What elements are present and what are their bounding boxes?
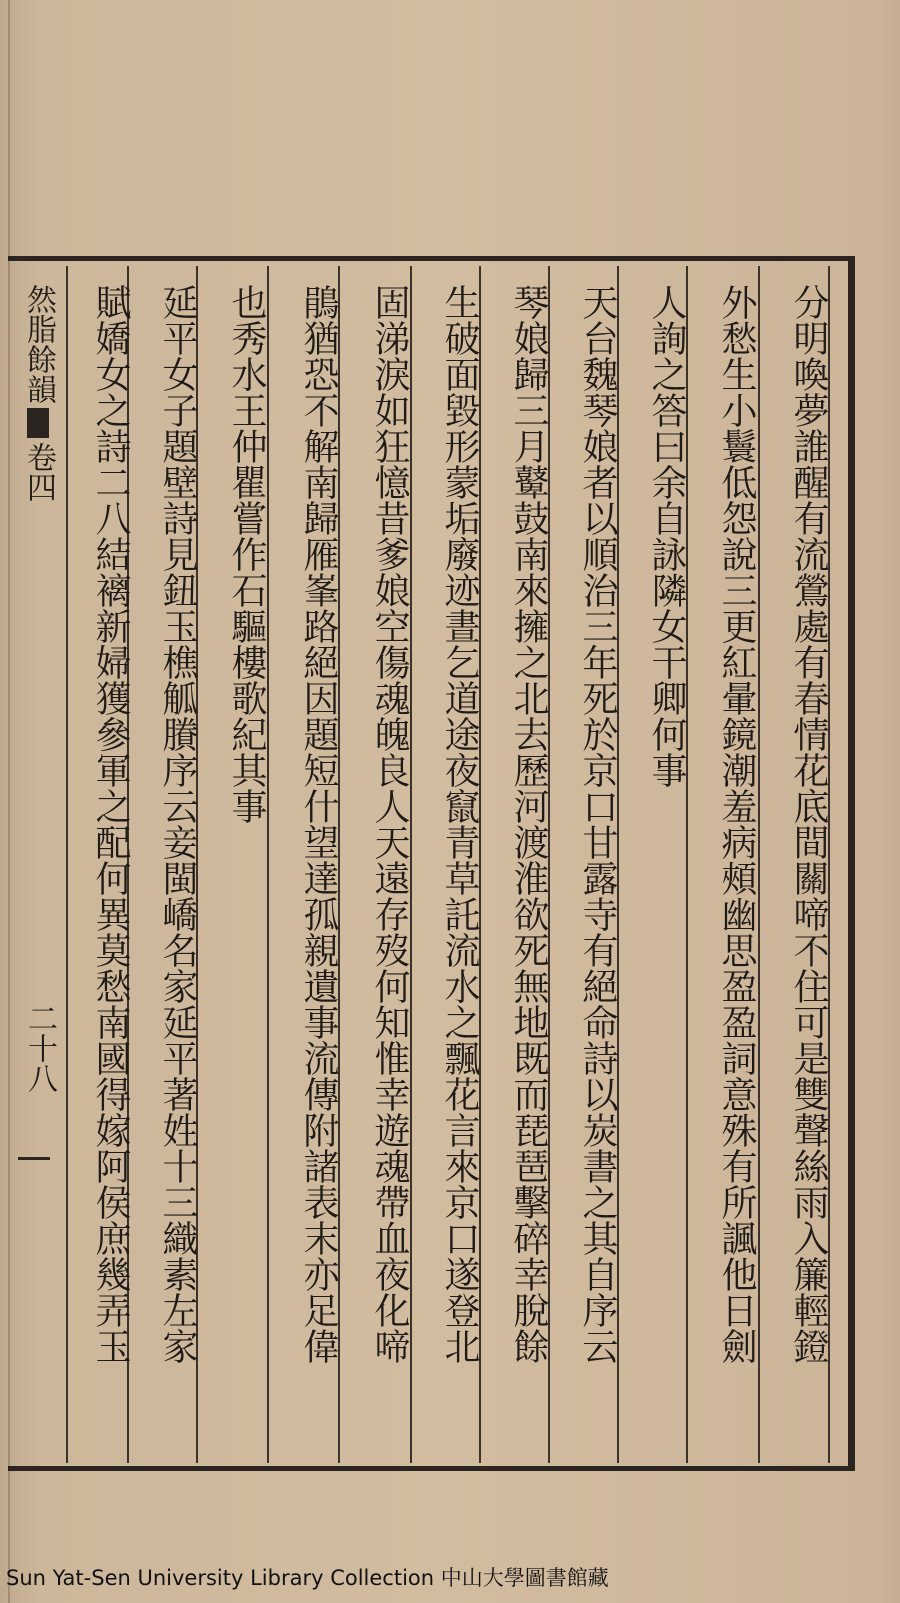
fishtail-mark [27, 408, 49, 438]
text-column-3: 人詢之答曰余自詠隣女干卿何事 [646, 284, 687, 788]
text-column-5: 琴娘歸三月鼙鼓南來擁之北去歷河渡淮欲死無地既而琵琶擊碎幸脫餘 [508, 284, 549, 1364]
volume-label: 卷四 [21, 442, 56, 502]
text-column-6: 生破面毀形蒙垢廢迹晝乞道途夜竄青草託流水之飄花言來京口遂登北 [439, 284, 480, 1364]
lower-fishtail [18, 1157, 50, 1160]
margin-heading [17, 284, 57, 1464]
text-column-11: 賦嬌女之詩二八結褵新婦獲參軍之配何異莫愁南國得嫁阿侯庶幾弄玉 [90, 284, 131, 1364]
collection-caption: Sun Yat-Sen University Library Collection 中山大學圖書館藏 [6, 1566, 609, 1590]
text-column-10: 延平女子題壁詩見鈕玉樵觚賸序云妾閩嶠名家延平著姓十三織素左家 [157, 284, 198, 1364]
text-column-7: 固涕淚如狂憶昔爹娘空傷魂魄良人天遠存歿何知惟幸遊魂帶血夜化啼 [369, 284, 410, 1364]
text-column-9: 也秀水王仲瞿嘗作石驅樓歌紀其事 [226, 284, 267, 824]
book-title: 然脂餘韻 [21, 284, 56, 404]
text-column-1: 分明喚夢誰醒有流鶯處有春情花底間關啼不住可是雙聲絲雨入簾輕鐙 [788, 284, 829, 1364]
column-rule [66, 266, 68, 1463]
text-column-2: 外愁生小鬟低怨說三更紅暈鏡潮羞病頰幽思盈盈詞意殊有所諷他日劍 [716, 284, 757, 1364]
column-rule [758, 266, 760, 1463]
page-number: 二十八 [22, 1003, 57, 1093]
text-column-8: 鵑猶恐不解南歸雁峯路絕因題短什望達孤親遺事流傳附諸表末亦足偉 [298, 284, 339, 1364]
text-column-4: 天台魏琴娘者以順治三年死於京口甘露寺有絕命詩以炭書之其自序云 [577, 284, 618, 1364]
